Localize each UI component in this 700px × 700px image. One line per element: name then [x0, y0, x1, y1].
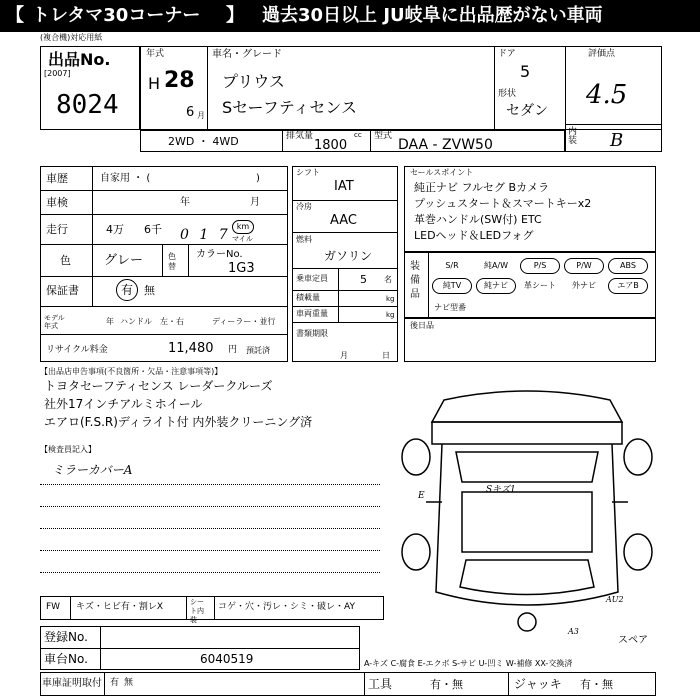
banner-notice: 過去30日以上 JU岐阜に出品歴がない車両 [262, 5, 603, 26]
remarks-label: 【出品店申告事項(不良箇所・欠品・注意事項等)】 [40, 367, 223, 376]
fw-seat-items: コゲ・穴・汚レ・シミ・破レ・AY [218, 602, 355, 612]
score-label: 評価点 [588, 49, 616, 59]
history-close: ) [256, 173, 260, 184]
sales-line-3: 革巻ハンドル(SW付) ETC [414, 213, 542, 226]
model-year-value: 28 [164, 68, 195, 93]
inspection-year: 年 [180, 197, 190, 208]
mileage-unit-mile: マイル [232, 235, 253, 243]
capacity-value: 5 [360, 273, 367, 286]
postfit-label: 後日品 [410, 321, 434, 330]
displacement-label: 排気量 [286, 131, 314, 141]
banner-bracket-left: 【 [6, 5, 24, 26]
equip-abs: ABS [608, 258, 648, 274]
warranty-label: 保証書 [46, 284, 79, 297]
equip-sr: S/R [445, 261, 459, 270]
sales-label: セールスポイント [410, 168, 474, 177]
doors-value: 5 [520, 62, 531, 81]
car-grade: Sセーフティセンス [222, 98, 357, 117]
equip-airbag: エアB [608, 278, 648, 294]
displacement-value: 1800 [314, 138, 348, 153]
spare-label: スペア [618, 635, 648, 646]
docs-label: 書類期限 [296, 329, 328, 338]
color-code-label: カラーNo. [196, 249, 243, 260]
model-row-year: 年 [106, 317, 114, 326]
body-label: 形状 [498, 89, 517, 99]
inspection-label: 車検 [46, 196, 68, 209]
reg-label: 登録No. [44, 630, 88, 644]
sales-line-4: LEDヘッド＆LEDフォグ [414, 229, 534, 242]
docs-day: 日 [382, 351, 390, 360]
model-year-label: 年式 [146, 49, 165, 59]
chassis-label: 車台No. [44, 652, 88, 666]
displacement-unit: cc [354, 131, 362, 139]
lot-number: 8024 [56, 90, 119, 120]
shift-label: シフト [296, 168, 320, 177]
capacity-unit: 名 [384, 275, 392, 284]
fw-seat-label: シート内装 [190, 598, 204, 624]
fw-label: FW [46, 602, 61, 612]
banner-corner-title: トレタマ30コーナー [32, 5, 201, 26]
mileage-unit-km [232, 220, 254, 234]
car-label: 車名・グレード [212, 49, 282, 60]
model-code-value: DAA - ZVW50 [398, 137, 493, 153]
diagram-mark-e: E [418, 491, 425, 501]
ac-value: AAC [330, 213, 357, 228]
lot-year-tag: [2007] [44, 69, 71, 78]
inspector-note: ミラーカバーA [52, 463, 133, 477]
body-value: セダン [506, 103, 549, 119]
recycle-label: リサイクル料金 [46, 345, 108, 355]
interior-label: 内装 [568, 127, 578, 146]
mileage-man: 4万 [106, 223, 124, 236]
car-name: プリウス [222, 72, 285, 91]
garage-opt-no: 無 [124, 678, 134, 688]
warranty-yes [116, 279, 138, 301]
docs-month: 月 [340, 351, 348, 360]
capacity-label: 乗車定員 [296, 274, 328, 283]
equip-pw: P/W [564, 258, 604, 274]
lot-label: 出品No. [48, 50, 111, 69]
chassis-value: 6040519 [200, 652, 254, 666]
jack-value: 有・無 [580, 678, 613, 691]
equip-alloy: 純A/W [483, 261, 509, 270]
history-value: 自家用 ・ ( [100, 173, 151, 184]
model-row-handle: ハンドル [120, 317, 152, 326]
navi-serial-label: ナビ型番 [434, 303, 466, 312]
remarks-line-2: 社外17インチアルミホイール [44, 397, 203, 411]
damage-legend: A-キズ C-腐食 E-エクボ S-サビ U-凹ミ W-補修 XX-交換済 [364, 659, 573, 668]
equip-leather: 革シート [524, 281, 556, 290]
load-unit: kg [386, 295, 395, 303]
fuel-label: 燃料 [296, 235, 312, 244]
model-row-dealer: ディーラー・並行 [212, 317, 276, 326]
mileage-sen: 6千 [144, 223, 162, 236]
load-label: 積載量 [296, 293, 320, 302]
equip-ps: P/S [520, 258, 560, 274]
banner-bracket-right: 】 [226, 5, 244, 26]
mileage-digits: 0 1 7 [180, 227, 231, 243]
diagram-mark-a3: A3 [568, 627, 579, 636]
diagram-mark-s: Sキズ1 [486, 485, 516, 495]
tools-label: 工具 [368, 677, 393, 691]
model-row-model: モデル年式 [44, 314, 65, 330]
color-value: グレー [104, 253, 144, 268]
recycle-note: 預託済 [246, 346, 270, 355]
remarks-line-3: エアロ(F.S.R)ディライト付 内外装クリーニング済 [44, 415, 313, 429]
remarks-line-1: トヨタセーフティセンス レーダークルーズ [44, 379, 273, 393]
interior-value: B [610, 130, 624, 151]
model-code-label: 型式 [374, 131, 393, 141]
equipment-label: 装備品 [410, 261, 420, 300]
equip-navi: 純ナビ [476, 278, 516, 294]
history-label: 車歴 [46, 172, 68, 185]
mileage-label: 走行 [46, 223, 68, 236]
model-month-value: 6 [186, 105, 195, 120]
model-row-lr: 左・右 [160, 317, 184, 326]
mileage-unit-km-text: km [236, 222, 250, 231]
postfit-box [404, 318, 656, 362]
equip-tv: 純TV [432, 278, 472, 294]
diagram-mark-au2: AU2 [606, 595, 624, 604]
color-change: 色替 [168, 252, 176, 271]
paper-subnote: (複合機)対応用紙 [40, 33, 103, 42]
score-value: 4.5 [586, 80, 628, 110]
weight-label: 車両重量 [296, 309, 328, 318]
model-year-era: H [148, 74, 161, 93]
jack-label: ジャッキ [514, 677, 562, 691]
inspector-label: 【検査員記入】 [40, 445, 96, 454]
ac-label: 冷房 [296, 202, 312, 211]
color-code: 1G3 [228, 261, 255, 276]
model-month-unit: 月 [197, 111, 205, 120]
doors-label: ドア [498, 49, 516, 59]
fuel-value: ガソリン [324, 249, 373, 263]
weight-unit: kg [386, 311, 395, 319]
warranty-yes-text: 有 [120, 283, 133, 297]
fw-items: キズ・ヒビ有・割レX [76, 602, 163, 612]
garage-opt-yes: 有 [110, 678, 120, 688]
shift-value: IAT [334, 179, 354, 194]
sales-line-1: 純正ナビ フルセグ Bカメラ [414, 181, 550, 194]
color-label: 色 [60, 254, 71, 267]
recycle-value: 11,480 [168, 341, 214, 356]
garage-cert-label: 車庫証明取付 [42, 678, 102, 689]
drive-type: 2WD ・ 4WD [168, 135, 239, 148]
equip-ext-navi: 外ナビ [572, 281, 596, 290]
warranty-no: 無 [144, 284, 155, 297]
inspection-month: 月 [250, 197, 260, 208]
sales-line-2: プッシュスタート＆スマートキーx2 [414, 197, 592, 210]
recycle-unit: 円 [228, 345, 238, 355]
tools-value: 有・無 [430, 678, 463, 691]
